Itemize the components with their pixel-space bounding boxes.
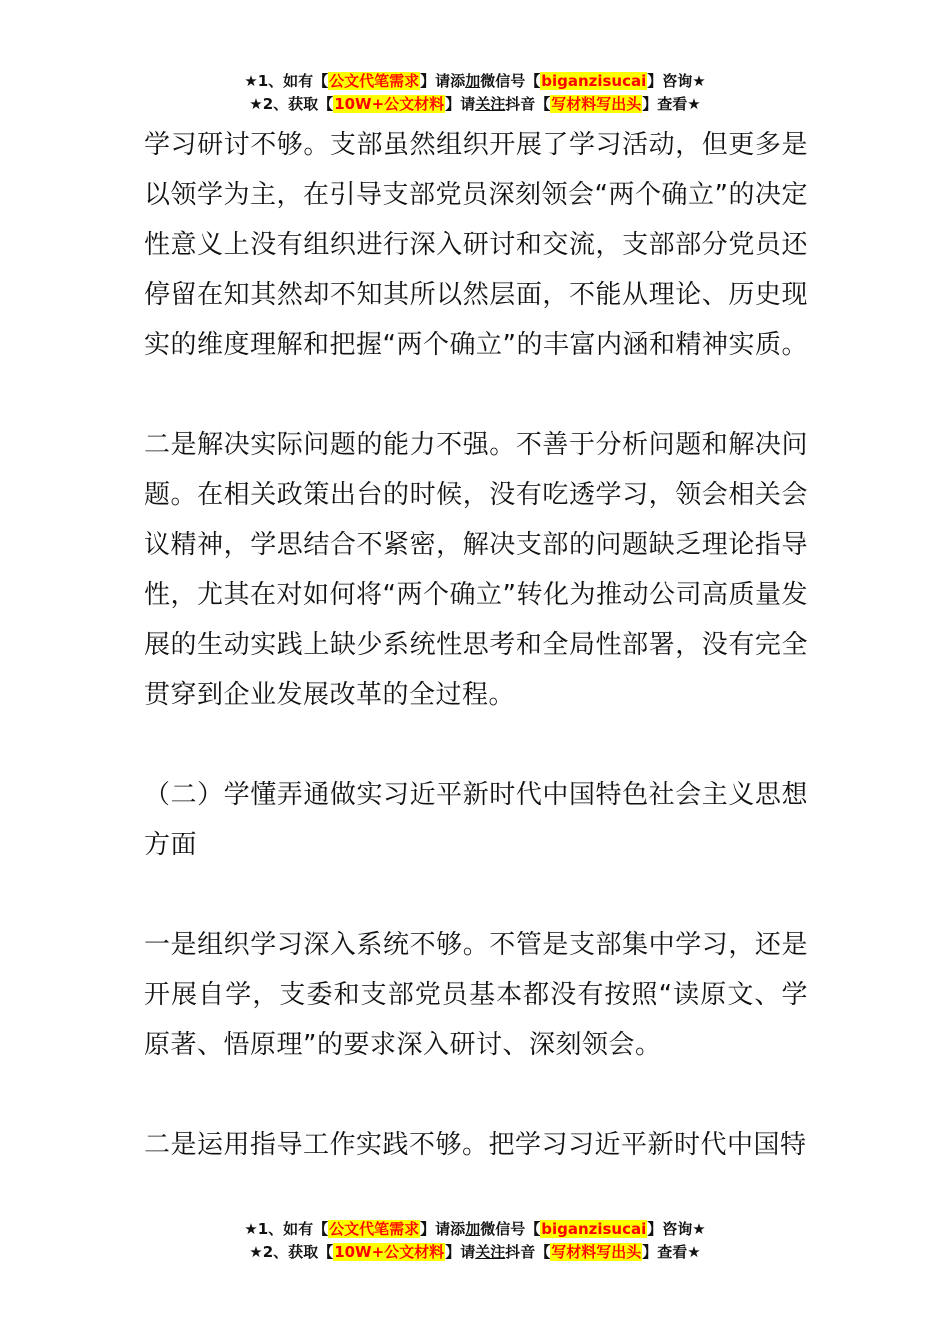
paragraph: 二是运用指导工作实践不够。把学习习近平新时代中国特 (144, 1130, 807, 1160)
footer-banner (0, 1218, 950, 1264)
document-body (144, 120, 808, 1170)
paragraph: 二是解决实际问题的能力不强。不善于分析问题和解决问题。在相关政策出台的时候，没有吃透学习，领会相关会议精神，学思结合不紧密，解决支部的问题缺乏理论指导性，尤其在对如何将“两个确立”转化为推动公司高质量发展的生动实践上缺少系统性思考和全局性部署，没有完全贯穿到企业发展改革的全过程。 (144, 430, 808, 710)
douyin-account: 写材料写出头 (551, 95, 642, 113)
douyin-account: 写材料写出头 (551, 1243, 642, 1261)
paragraph: 学习研讨不够。支部虽然组织开展了学习活动，但更多是以领学为主，在引导支部党员深刻领会“两个确立”的决定性意义上没有组织进行深入研讨和交流，支部部分党员还停留在知其然却不知其所以然层面，不能从理论、历史现实的维度理解和把握“两个确立”的丰富内涵和精神实质。 (144, 130, 808, 360)
wechat-id: biganzisucai (541, 1220, 647, 1238)
banner-line-2: ★2、获取【10W+公文材料】请关注抖音【写材料写出头】查看★ (249, 95, 701, 113)
paragraph: 一是组织学习深入系统不够。不管是支部集中学习，还是开展自学，支委和支部党员基本都没有按照“读原文、学原著、悟原理”的要求深入研讨、深刻领会。 (144, 930, 808, 1060)
banner-line-1: ★1、如有【公文代笔需求】请添加微信号【biganzisucai】咨询★ (244, 72, 706, 90)
wechat-id: biganzisucai (541, 72, 647, 90)
header-banner (0, 70, 950, 116)
banner-line-1: ★1、如有【公文代笔需求】请添加微信号【biganzisucai】咨询★ (244, 1220, 706, 1238)
section-heading: （二）学懂弄通做实习近平新时代中国特色社会主义思想方面 (144, 780, 808, 860)
banner-highlight: 公文代笔需求 (329, 1220, 420, 1238)
banner-highlight: 10W+公文材料 (334, 95, 445, 113)
banner-highlight: 公文代笔需求 (329, 72, 420, 90)
banner-line-2: ★2、获取【10W+公文材料】请关注抖音【写材料写出头】查看★ (249, 1243, 701, 1261)
banner-highlight: 10W+公文材料 (334, 1243, 445, 1261)
